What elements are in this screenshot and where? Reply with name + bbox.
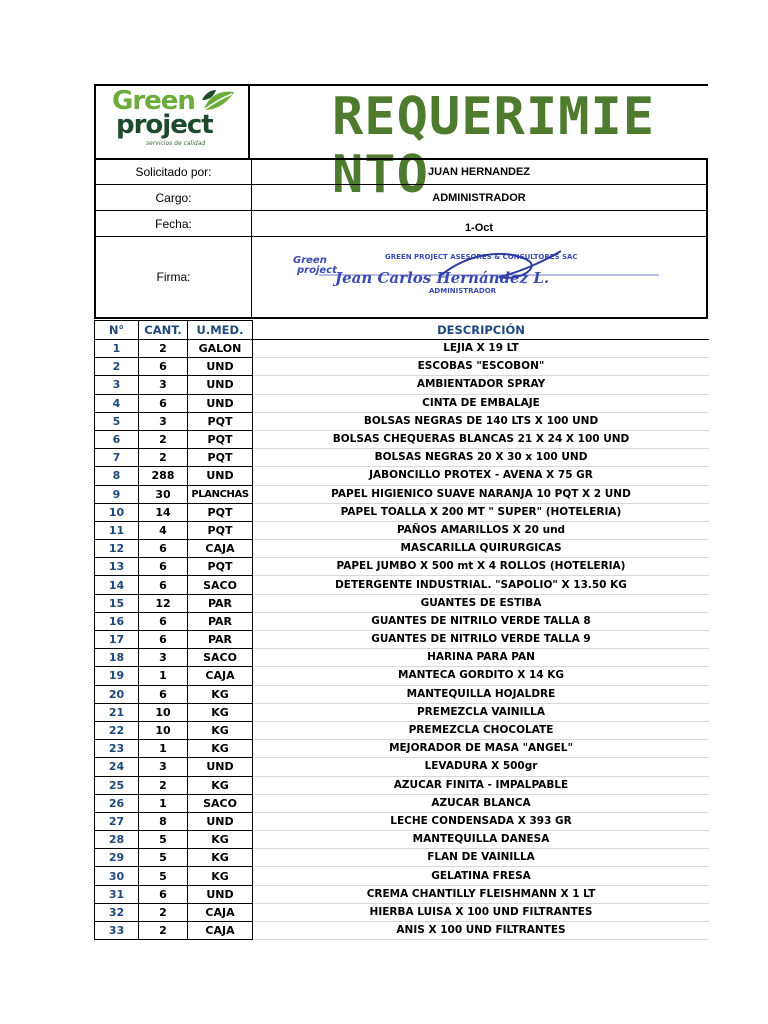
row-unidad: UND bbox=[188, 358, 253, 376]
row-number: 27 bbox=[95, 812, 139, 830]
row-number: 10 bbox=[95, 503, 139, 521]
row-number: 2 bbox=[95, 358, 139, 376]
row-number: 3 bbox=[95, 376, 139, 394]
header-descripcion: DESCRIPCIÓN bbox=[253, 321, 710, 340]
row-unidad: UND bbox=[188, 812, 253, 830]
table-row bbox=[95, 485, 710, 503]
row-number: 31 bbox=[95, 885, 139, 903]
row-descripcion: GELATINA FRESA bbox=[253, 867, 710, 885]
row-unidad: SACO bbox=[188, 649, 253, 667]
table-row bbox=[95, 685, 710, 703]
row-unidad: CAJA bbox=[188, 667, 253, 685]
row-descripcion: PREMEZCLA VAINILLA bbox=[253, 703, 710, 721]
row-descripcion: MASCARILLA QUIRURGICAS bbox=[253, 540, 710, 558]
row-number: 4 bbox=[95, 394, 139, 412]
row-cantidad: 288 bbox=[139, 467, 188, 485]
logo-text-project: project bbox=[116, 110, 213, 140]
info-row-cargo bbox=[94, 185, 708, 211]
stamp-company: GREEN PROJECT ASESORES & CONSULTORES SAC bbox=[385, 253, 578, 261]
table-row bbox=[95, 758, 710, 776]
row-unidad: SACO bbox=[188, 576, 253, 594]
row-unidad: KG bbox=[188, 685, 253, 703]
row-cantidad: 3 bbox=[139, 758, 188, 776]
table-row bbox=[95, 740, 710, 758]
row-number: 32 bbox=[95, 903, 139, 921]
row-cantidad: 6 bbox=[139, 576, 188, 594]
solicitado-label: Solicitado por: bbox=[96, 160, 252, 184]
row-number: 30 bbox=[95, 867, 139, 885]
header-n: N° bbox=[95, 321, 139, 340]
row-descripcion: PAPEL JUMBO X 500 mt X 4 ROLLOS (HOTELERIA) bbox=[253, 558, 710, 576]
row-unidad: PQT bbox=[188, 449, 253, 467]
row-descripcion: GUANTES DE ESTIBA bbox=[253, 594, 710, 612]
table-row bbox=[95, 594, 710, 612]
row-cantidad: 5 bbox=[139, 849, 188, 867]
row-unidad: KG bbox=[188, 867, 253, 885]
row-unidad: UND bbox=[188, 376, 253, 394]
row-descripcion: LECHE CONDENSADA X 393 GR bbox=[253, 812, 710, 830]
row-descripcion: MEJORADOR DE MASA "ANGEL" bbox=[253, 740, 710, 758]
row-number: 8 bbox=[95, 467, 139, 485]
stamp-name: Jean Carlos Hernández L. bbox=[335, 269, 550, 287]
stamp-graphic bbox=[289, 247, 669, 307]
header-cant: CANT. bbox=[139, 321, 188, 340]
table-row bbox=[95, 831, 710, 849]
table-row bbox=[95, 503, 710, 521]
row-descripcion: MANTEQUILLA DANESA bbox=[253, 831, 710, 849]
company-logo bbox=[94, 84, 250, 158]
cargo-label: Cargo: bbox=[96, 185, 252, 210]
table-row bbox=[95, 467, 710, 485]
table-row bbox=[95, 576, 710, 594]
row-unidad: CAJA bbox=[188, 540, 253, 558]
table-header-row bbox=[95, 321, 710, 340]
table-row bbox=[95, 885, 710, 903]
row-cantidad: 2 bbox=[139, 776, 188, 794]
stamp-logo-project: project bbox=[297, 265, 337, 276]
row-number: 12 bbox=[95, 540, 139, 558]
row-cantidad: 4 bbox=[139, 521, 188, 539]
stamp-role: ADMINISTRADOR bbox=[429, 287, 497, 295]
row-cantidad: 2 bbox=[139, 430, 188, 448]
row-cantidad: 1 bbox=[139, 794, 188, 812]
header-umed: U.MED. bbox=[188, 321, 253, 340]
row-descripcion: AMBIENTADOR SPRAY bbox=[253, 376, 710, 394]
row-cantidad: 2 bbox=[139, 449, 188, 467]
row-number: 1 bbox=[95, 340, 139, 358]
row-descripcion: AZUCAR BLANCA bbox=[253, 794, 710, 812]
row-descripcion: CREMA CHANTILLY FLEISHMANN X 1 LT bbox=[253, 885, 710, 903]
table-row bbox=[95, 776, 710, 794]
logo-tagline: servicios de calidad bbox=[146, 140, 206, 147]
row-cantidad: 6 bbox=[139, 685, 188, 703]
row-cantidad: 2 bbox=[139, 903, 188, 921]
row-unidad: UND bbox=[188, 885, 253, 903]
table-row bbox=[95, 358, 710, 376]
row-cantidad: 1 bbox=[139, 667, 188, 685]
row-number: 25 bbox=[95, 776, 139, 794]
row-descripcion: HARINA PARA PAN bbox=[253, 649, 710, 667]
table-row bbox=[95, 812, 710, 830]
table-row bbox=[95, 340, 710, 358]
row-descripcion: MANTEQUILLA HOJALDRE bbox=[253, 685, 710, 703]
row-descripcion: PAPEL TOALLA X 200 MT " SUPER" (HOTELERIA) bbox=[253, 503, 710, 521]
row-unidad: CAJA bbox=[188, 922, 253, 940]
row-number: 23 bbox=[95, 740, 139, 758]
table-row bbox=[95, 703, 710, 721]
row-unidad: KG bbox=[188, 776, 253, 794]
logo-text-green: Green bbox=[112, 86, 195, 116]
row-descripcion: GUANTES DE NITRILO VERDE TALLA 8 bbox=[253, 612, 710, 630]
row-unidad: PAR bbox=[188, 594, 253, 612]
table-row bbox=[95, 376, 710, 394]
firma-label: Firma: bbox=[96, 237, 252, 317]
row-number: 20 bbox=[95, 685, 139, 703]
row-cantidad: 5 bbox=[139, 831, 188, 849]
table-row bbox=[95, 867, 710, 885]
stamp-logo-green: Green bbox=[293, 255, 327, 266]
row-number: 17 bbox=[95, 631, 139, 649]
row-cantidad: 6 bbox=[139, 540, 188, 558]
document-title: REQUERIMIENTO bbox=[332, 87, 656, 205]
table-row bbox=[95, 558, 710, 576]
row-number: 16 bbox=[95, 612, 139, 630]
row-cantidad: 6 bbox=[139, 558, 188, 576]
row-descripcion: GUANTES DE NITRILO VERDE TALLA 9 bbox=[253, 631, 710, 649]
row-cantidad: 2 bbox=[139, 922, 188, 940]
row-unidad: UND bbox=[188, 467, 253, 485]
table-row bbox=[95, 721, 710, 739]
row-cantidad: 8 bbox=[139, 812, 188, 830]
row-descripcion: MANTECA GORDITO X 14 KG bbox=[253, 667, 710, 685]
table-row bbox=[95, 794, 710, 812]
row-unidad: PQT bbox=[188, 430, 253, 448]
table-row bbox=[95, 631, 710, 649]
fecha-label: Fecha: bbox=[96, 211, 252, 236]
row-cantidad: 6 bbox=[139, 612, 188, 630]
row-unidad: SACO bbox=[188, 794, 253, 812]
row-unidad: UND bbox=[188, 758, 253, 776]
row-descripcion: ANIS X 100 UND FILTRANTES bbox=[253, 922, 710, 940]
table-row bbox=[95, 922, 710, 940]
cargo-value: ADMINISTRADOR bbox=[432, 191, 526, 204]
table-row bbox=[95, 540, 710, 558]
row-unidad: PAR bbox=[188, 612, 253, 630]
table-row bbox=[95, 394, 710, 412]
row-descripcion: CINTA DE EMBALAJE bbox=[253, 394, 710, 412]
row-number: 21 bbox=[95, 703, 139, 721]
row-descripcion: BOLSAS NEGRAS 20 X 30 x 100 UND bbox=[253, 449, 710, 467]
row-cantidad: 3 bbox=[139, 412, 188, 430]
info-row-solicitado bbox=[94, 158, 708, 185]
info-row-firma bbox=[94, 237, 708, 319]
row-descripcion: PREMEZCLA CHOCOLATE bbox=[253, 721, 710, 739]
table-row bbox=[95, 903, 710, 921]
row-number: 7 bbox=[95, 449, 139, 467]
row-unidad: PQT bbox=[188, 503, 253, 521]
row-unidad: KG bbox=[188, 740, 253, 758]
row-descripcion: BOLSAS CHEQUERAS BLANCAS 21 X 24 X 100 UND bbox=[253, 430, 710, 448]
row-unidad: KG bbox=[188, 721, 253, 739]
row-cantidad: 2 bbox=[139, 340, 188, 358]
row-cantidad: 6 bbox=[139, 885, 188, 903]
row-cantidad: 10 bbox=[139, 703, 188, 721]
row-descripcion: BOLSAS NEGRAS DE 140 LTS X 100 UND bbox=[253, 412, 710, 430]
row-number: 22 bbox=[95, 721, 139, 739]
row-number: 6 bbox=[95, 430, 139, 448]
row-cantidad: 5 bbox=[139, 867, 188, 885]
row-number: 28 bbox=[95, 831, 139, 849]
row-unidad: UND bbox=[188, 394, 253, 412]
row-number: 14 bbox=[95, 576, 139, 594]
row-unidad: PLANCHAS bbox=[188, 485, 253, 503]
row-cantidad: 10 bbox=[139, 721, 188, 739]
row-unidad: PQT bbox=[188, 558, 253, 576]
row-unidad: KG bbox=[188, 831, 253, 849]
row-descripcion: DETERGENTE INDUSTRIAL. "SAPOLIO" X 13.50 KG bbox=[253, 576, 710, 594]
row-unidad: KG bbox=[188, 849, 253, 867]
row-cantidad: 30 bbox=[139, 485, 188, 503]
row-unidad: KG bbox=[188, 703, 253, 721]
row-descripcion: ESCOBAS "ESCOBON" bbox=[253, 358, 710, 376]
row-unidad: CAJA bbox=[188, 903, 253, 921]
table-row bbox=[95, 649, 710, 667]
row-descripcion: LEVADURA X 500gr bbox=[253, 758, 710, 776]
table-row bbox=[95, 430, 710, 448]
row-cantidad: 6 bbox=[139, 358, 188, 376]
table-row bbox=[95, 521, 710, 539]
row-number: 29 bbox=[95, 849, 139, 867]
row-cantidad: 3 bbox=[139, 376, 188, 394]
fecha-value: 1-Oct bbox=[464, 221, 494, 234]
row-number: 13 bbox=[95, 558, 139, 576]
row-unidad: PQT bbox=[188, 412, 253, 430]
row-unidad: PAR bbox=[188, 631, 253, 649]
row-unidad: PQT bbox=[188, 521, 253, 539]
row-descripcion: FLAN DE VAINILLA bbox=[253, 849, 710, 867]
row-descripcion: PAPEL HIGIENICO SUAVE NARANJA 10 PQT X 2 UND bbox=[253, 485, 710, 503]
row-number: 19 bbox=[95, 667, 139, 685]
solicitado-value: JUAN HERNANDEZ bbox=[427, 166, 531, 178]
row-cantidad: 3 bbox=[139, 649, 188, 667]
row-descripcion: JABONCILLO PROTEX - AVENA X 75 GR bbox=[253, 467, 710, 485]
row-number: 18 bbox=[95, 649, 139, 667]
row-descripcion: LEJIA X 19 LT bbox=[253, 340, 710, 358]
row-number: 15 bbox=[95, 594, 139, 612]
row-number: 33 bbox=[95, 922, 139, 940]
row-cantidad: 1 bbox=[139, 740, 188, 758]
row-descripcion: HIERBA LUISA X 100 UND FILTRANTES bbox=[253, 903, 710, 921]
table-row bbox=[95, 667, 710, 685]
items-table bbox=[94, 320, 709, 940]
row-number: 9 bbox=[95, 485, 139, 503]
table-row bbox=[95, 849, 710, 867]
row-cantidad: 6 bbox=[139, 631, 188, 649]
row-number: 5 bbox=[95, 412, 139, 430]
row-number: 24 bbox=[95, 758, 139, 776]
row-unidad: GALON bbox=[188, 340, 253, 358]
info-row-fecha bbox=[94, 211, 708, 237]
row-descripcion: AZUCAR FINITA - IMPALPABLE bbox=[253, 776, 710, 794]
table-row bbox=[95, 412, 710, 430]
row-cantidad: 12 bbox=[139, 594, 188, 612]
row-number: 11 bbox=[95, 521, 139, 539]
row-number: 26 bbox=[95, 794, 139, 812]
row-cantidad: 14 bbox=[139, 503, 188, 521]
table-row bbox=[95, 612, 710, 630]
row-descripcion: PAÑOS AMARILLOS X 20 und bbox=[253, 521, 710, 539]
table-row bbox=[95, 449, 710, 467]
row-cantidad: 6 bbox=[139, 394, 188, 412]
signature-stamp bbox=[252, 237, 706, 317]
